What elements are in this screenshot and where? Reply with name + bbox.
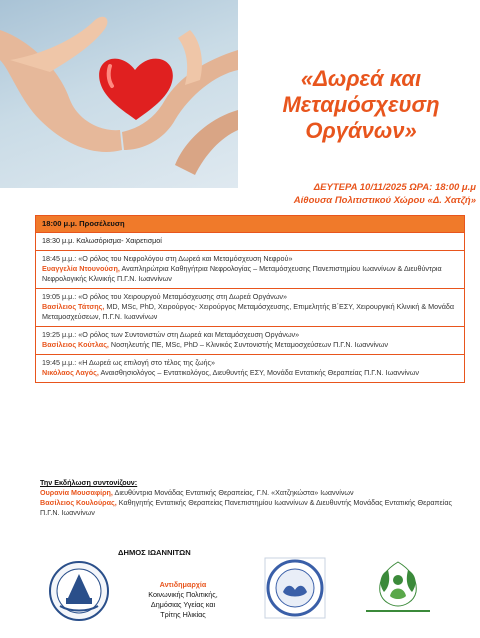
coordinator-desc: Διευθύντρια Μονάδας Εντατικής Θεραπείας, Γ.Ν. «Χατζηκώστα» Ιωαννίνων bbox=[112, 488, 354, 497]
event-date-venue bbox=[240, 181, 476, 207]
organization-logo bbox=[358, 556, 438, 622]
coordinator-name: Ουρανία Μουσαφίρη, bbox=[40, 488, 113, 497]
agenda-item-topic: 19:25 μ.μ.: «Ο ρόλος των Συντονιστών στη Δωρεά και Μεταμόσχευση Οργάνων» bbox=[42, 330, 300, 339]
department-line: Δημόσιας Υγείας και bbox=[150, 600, 216, 609]
agenda-item-topic: 18:45 μ.μ.: «Ο ρόλος του Νεφρολόγου στη Δωρεά και Μεταμόσχευση Νεφρού» bbox=[42, 254, 293, 263]
agenda-item-speaker: Βασίλειος Τάτσης, bbox=[42, 302, 105, 311]
title-line-2: Μεταμόσχευση bbox=[282, 92, 440, 117]
department-block bbox=[124, 580, 242, 620]
coordinator-name: Βασίλειος Κουλούρας, bbox=[40, 498, 117, 507]
title-line-3: Οργάνων» bbox=[305, 118, 417, 143]
coordinators-title: Την Εκδήλωση συντονίζουν: bbox=[40, 478, 138, 487]
agenda-item-speaker-desc: Αναισθησιολόγος – Εντατικολόγος, Διευθυντής ΕΣΥ, Μονάδα Εντατικής Θεραπείας Π.Γ.Ν. Ιωαννίνων bbox=[98, 368, 419, 377]
agenda-arrival-row: 18:00 μ.μ. Προσέλευση bbox=[36, 216, 464, 233]
association-logo bbox=[263, 556, 327, 620]
event-date: ΔΕΥΤΕΡΑ 10/11/2025 ΩΡΑ: 18:00 μ.μ bbox=[313, 182, 476, 193]
title-line-1: «Δωρεά και bbox=[300, 66, 422, 91]
agenda-item-topic: 19:05 μ.μ.: «Ο ρόλος του Χειρουργού Μεταμόσχευσης στη Δωρεά Οργάνων» bbox=[42, 292, 288, 301]
agenda-item-topic: 19:45 μ.μ.: «Η Δωρεά ως επιλογή στο τέλος της ζωής» bbox=[42, 358, 216, 367]
agenda-item-speaker-desc: MD, MSc, PhD, Χειρούργος- Χειρούργος Μεταμόσχευσης, Επιμελητής Β΄ΕΣΥ, Χειρουργική Κλινική & Μονάδα Μεταμοσχεύσεων, Π.Γ.Ν. Ιωαννίνων bbox=[42, 302, 455, 321]
department-line: Τρίτης Ηλικίας bbox=[160, 610, 206, 619]
hands-heart-illustration bbox=[0, 0, 238, 188]
event-title bbox=[246, 66, 476, 144]
coordinator-desc: Καθηγητής Εντατικής Θεραπείας Πανεπιστημίου Ιωαννίνων & Διευθυντής Μονάδας Εντατικής Θεραπείας Π.Γ.Ν. Ιωαννίνων bbox=[40, 498, 452, 517]
agenda-item-speaker-desc: Αναπληρώτρια Καθηγήτρια Νεφρολογίας – Μεταμόσχευσης Πανεπιστημίου Ιωαννίνων & Διευθύντρια Νεφρολογικής Κλινικής Π.Γ.Ν. Ιωαννίνων bbox=[42, 264, 442, 283]
department-line: Κοινωνικής Πολιτικής, bbox=[148, 590, 218, 599]
coordinator-entry bbox=[40, 498, 460, 518]
agenda-item bbox=[36, 251, 464, 289]
agenda-item bbox=[36, 289, 464, 327]
agenda-item-speaker: Βασίλειος Κούτλας, bbox=[42, 340, 109, 349]
agenda-item-speaker: Νικόλαος Λαγός, bbox=[42, 368, 99, 377]
agenda-item bbox=[36, 327, 464, 355]
agenda-item bbox=[36, 355, 464, 382]
municipality-name: ΔΗΜΟΣ ΙΩΑΝΝΙΤΩΝ bbox=[118, 548, 191, 557]
coordinators-section bbox=[40, 478, 460, 518]
municipality-logo bbox=[46, 560, 112, 622]
coordinator-entry bbox=[40, 488, 460, 498]
agenda-item-speaker: Ευαγγελία Ντουνούση, bbox=[42, 264, 120, 273]
hero-image-hands-heart bbox=[0, 0, 238, 188]
event-venue: Αίθουσα Πολιτιστικού Χώρου «Δ. Χατζή» bbox=[293, 195, 476, 206]
department-heading: Αντιδημαρχία bbox=[159, 580, 207, 589]
agenda-welcome-row: 18:30 μ.μ. Καλωσόρισμα- Χαιρετισμοί bbox=[36, 233, 464, 251]
agenda-table bbox=[35, 215, 465, 383]
agenda-item-speaker-desc: Νοσηλευτής ΠΕ, MSc, PhD – Κλινικός Συντονιστής Μεταμοσχεύσεων Π.Γ.Ν. Ιωαννίνων bbox=[108, 340, 388, 349]
